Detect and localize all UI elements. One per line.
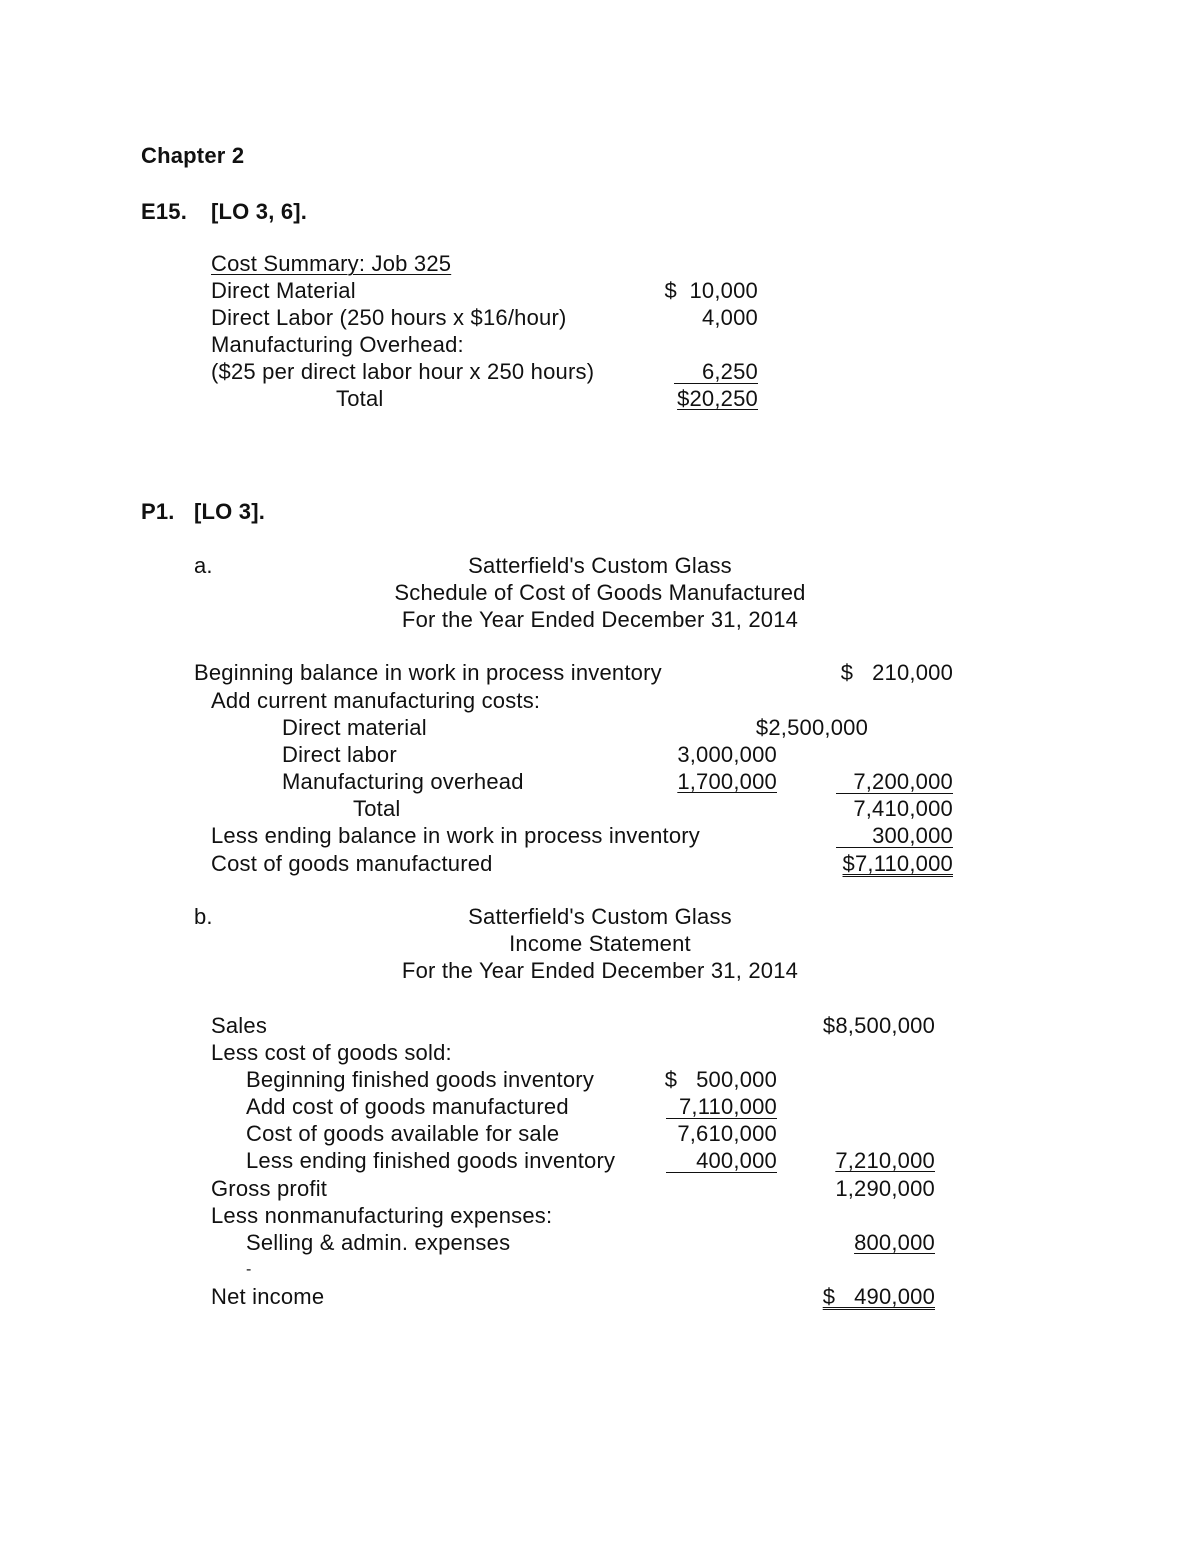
e15-moh-label: Manufacturing Overhead:: [211, 332, 464, 357]
e15-moh-underline: [674, 383, 758, 384]
beg-fg-value: $ 500,000: [664, 1067, 777, 1092]
e15-total-value: $20,250: [677, 386, 758, 411]
cost-summary-title: Cost Summary: Job 325: [211, 251, 452, 276]
e15-dl-label: Direct Labor (250 hours x $16/hour): [211, 305, 567, 330]
add-current-label: Add current manufacturing costs:: [211, 688, 541, 713]
part-a-statement-title: Schedule of Cost of Goods Manufactured: [394, 580, 806, 605]
available-label: Cost of goods available for sale: [246, 1121, 560, 1146]
a-dm-value: $2,500,000: [755, 715, 868, 740]
e15-dm-label: Direct Material: [211, 278, 356, 303]
part-a-period: For the Year Ended December 31, 2014: [401, 607, 799, 632]
add-cogm-label: Add cost of goods manufactured: [246, 1094, 569, 1119]
nonmfg-label: Less nonmanufacturing expenses:: [211, 1203, 553, 1228]
add-cogm-value: 7,110,000: [678, 1094, 777, 1119]
end-fg-label: Less ending finished goods inventory: [246, 1148, 616, 1173]
stray-dash: -: [246, 1261, 252, 1278]
e15-moh-detail: ($25 per direct labor hour x 250 hours): [211, 359, 595, 384]
e15-heading: E15.: [141, 199, 188, 224]
end-wip-underline: [836, 847, 953, 848]
current-costs-total: 7,200,000: [853, 769, 953, 794]
net-income-value: $ 490,000: [822, 1284, 935, 1309]
part-a-marker: a.: [194, 553, 213, 578]
a-moh-label: Manufacturing overhead: [282, 769, 524, 794]
gross-profit-value: 1,290,000: [835, 1176, 935, 1201]
sales-value: $8,500,000: [822, 1013, 935, 1038]
beg-wip-value: $ 210,000: [840, 660, 953, 685]
e15-learning-objective: [LO 3, 6].: [211, 199, 308, 224]
part-b-company: Satterfield's Custom Glass: [468, 904, 732, 929]
part-b-period: For the Year Ended December 31, 2014: [401, 958, 799, 983]
e15-moh-value: 6,250: [701, 359, 758, 384]
sga-label: Selling & admin. expenses: [246, 1230, 511, 1255]
a-dl-label: Direct labor: [282, 742, 397, 767]
sales-label: Sales: [211, 1013, 268, 1038]
chapter-title: Chapter 2: [141, 143, 245, 168]
current-costs-underline: [836, 793, 953, 794]
beg-fg-label: Beginning finished goods inventory: [246, 1067, 595, 1092]
add-cogm-underline: [666, 1118, 777, 1119]
a-dl-value: 3,000,000: [677, 742, 777, 767]
a-total-label: Total: [353, 796, 401, 821]
cogs-value: 7,210,000: [835, 1148, 935, 1173]
cogm-value: $7,110,000: [842, 851, 953, 876]
e15-dm-value: $ 10,000: [664, 278, 758, 303]
sga-value: 800,000: [854, 1230, 935, 1255]
end-wip-value: 300,000: [872, 823, 953, 848]
net-income-label: Net income: [211, 1284, 325, 1309]
e15-total-label: Total: [336, 386, 384, 411]
part-a-company: Satterfield's Custom Glass: [468, 553, 732, 578]
beg-wip-label: Beginning balance in work in process inventory: [194, 660, 662, 685]
e15-dl-value: 4,000: [701, 305, 758, 330]
end-fg-underline: [666, 1172, 777, 1173]
cogs-label: Less cost of goods sold:: [211, 1040, 452, 1065]
part-b-marker: b.: [194, 904, 213, 929]
p1-learning-objective: [LO 3].: [194, 499, 266, 524]
a-moh-value: 1,700,000: [677, 769, 777, 794]
a-dm-label: Direct material: [282, 715, 427, 740]
available-value: 7,610,000: [677, 1121, 777, 1146]
end-wip-label: Less ending balance in work in process inventory: [211, 823, 700, 848]
p1-heading: P1.: [141, 499, 175, 524]
end-fg-value: 400,000: [696, 1148, 777, 1173]
gross-profit-label: Gross profit: [211, 1176, 328, 1201]
cogm-label: Cost of goods manufactured: [211, 851, 493, 876]
a-total-value: 7,410,000: [853, 796, 953, 821]
part-b-statement-title: Income Statement: [509, 931, 691, 956]
